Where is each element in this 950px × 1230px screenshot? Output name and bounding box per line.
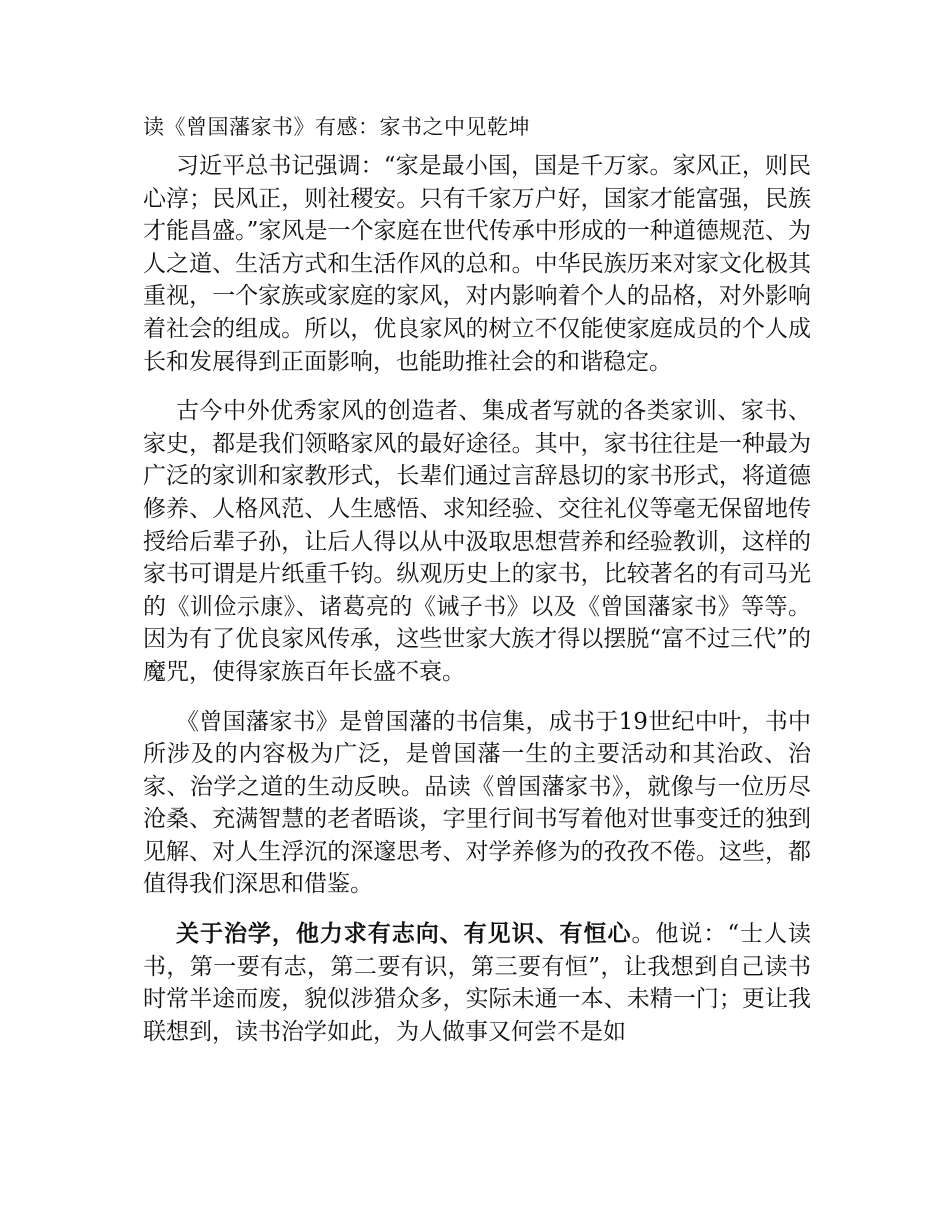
paragraph-3 — [143, 706, 811, 902]
paragraph-4 — [143, 918, 811, 1048]
paragraph-text: 古今中外优秀家风的创造者、集成者写就的各类家训、家书、家史，都是我们领略家风的最好途径。其中，家书往往是一种最为广泛的家训和家教形式，长辈们通过言辞恳切的家书形式，将道德修养、人格风范、人生感悟、求知经验、交往礼仪等毫无保留地传授给后辈子孙，让后人得以从中汲取思想营养和经验教训，这样的家书可谓是片纸重千钧。纵观历史上的家书，比较著名的有司马光的《训俭示康》、诸葛亮的《诫子书》以及《曾国藩家书》等等。因为有了优良家风传承，这些世家大族才得以摆脱“富不过三代”的魔咒，使得家族百年长盛不衰。 — [143, 398, 811, 685]
paragraph-2 — [143, 395, 811, 688]
paragraph-bold-lead: 关于治学，他力求有志向、有见识、有恒心 — [176, 920, 632, 948]
paragraph-text: 习近平总书记强调：“家是最小国，国是千万家。家风正，则民心淳；民风正，则社稷安。只有千家万户好，国家才能富强，民族才能昌盛。”家风是一个家庭在世代传承中形成的一种道德规范、为人之道、生活方式和生活作风的总和。中华民族历来对家文化极其重视，一个家族或家庭的家风，对内影响着个人的品格，对外影响着社会的组成。所以，优良家风的树立不仅能使家庭成员的个人成长和发展得到正面影响，也能助推社会的和谐稳定。 — [143, 153, 811, 375]
paragraph-1 — [143, 150, 811, 378]
paragraph-text: 。他说：“士人读书，第一要有志，第二要有识，第三要有恒”，让我想到自己读书时常半途而废，貌似涉猎众多，实际未通一本、未精一门；更让我联想到，读书治学如此，为人做事又何尝不是如 — [143, 921, 812, 1045]
paragraph-text: 《曾国藩家书》是曾国藩的书信集，成书于19世纪中叶，书中所涉及的内容极为广泛，是曾国藩一生的主要活动和其治政、治家、治学之道的生动反映。品读《曾国藩家书》，就像与一位历尽沧桑、充满智慧的老者晤谈，字里行间书写着他对世事变迁的独到见解、对人生浮沉的深邃思考、对学养修为的孜孜不倦。这些，都值得我们深思和借鉴。 — [143, 708, 811, 898]
document-page — [143, 110, 811, 1065]
document-title: 读《曾国藩家书》有感：家书之中见乾坤 — [143, 115, 530, 139]
